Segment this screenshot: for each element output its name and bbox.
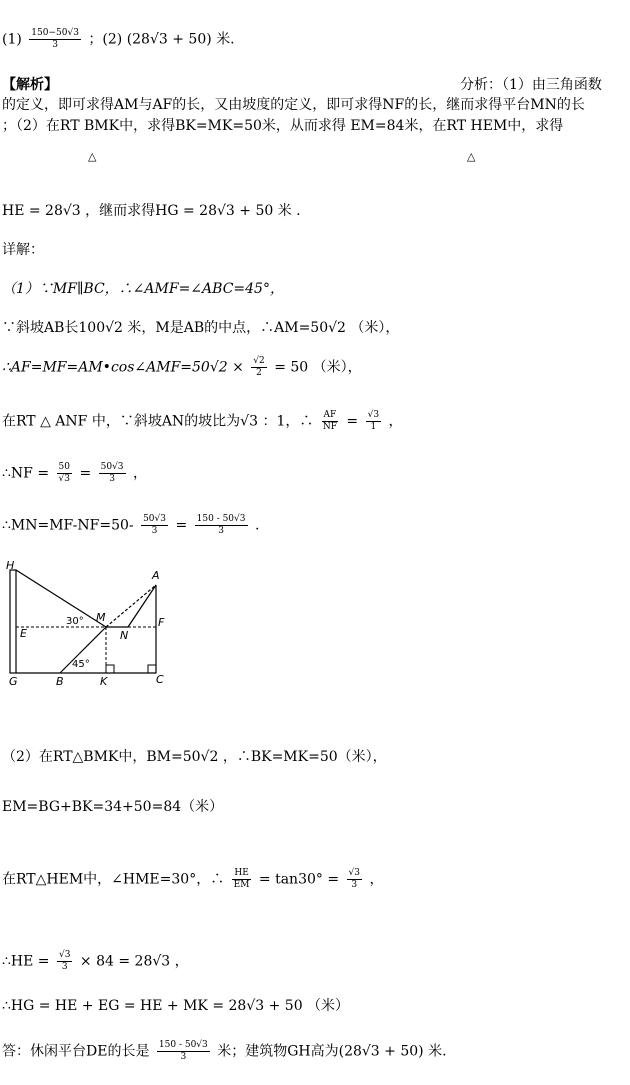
analysis-line-3: ；（2）在RT BMK中，求得BK=MK=50米，从而求得 EM=84米，在RT HEM中，求得 [2, 118, 564, 134]
detail-step-6: ∴MN=MF-NF=50- $\frac{50√3}{3}$ = $\frac{150 - 50√3}{3}$ . [2, 514, 260, 536]
final-answer: 答：休闲平台DE的长是 $\frac{150 - 50√3}{3}$ 米；建筑物GH高为(28√3 + 50) 米. [2, 1040, 447, 1062]
detail-part2-step-3: 在RT△HEM中，∠HME=30°，∴ $\frac{HE}{EM}$ = tan30° = $\frac{√3}{3}$ ， [2, 868, 384, 890]
label-c: C [156, 673, 164, 686]
answer-part1-label: (1) [2, 31, 22, 48]
detail-step-1: （1）∵MF∥BC，∴∠AMF=∠ABC=45°， [2, 281, 284, 297]
line-ma [106, 585, 156, 627]
analysis-head: 分析：（1）由三角函数 [460, 77, 602, 93]
analysis-tag: 【解析】 [2, 77, 58, 93]
detail-part2-step-4: ∴HE = $\frac{√3}{3}$ × 84 = 28√3 ， [2, 950, 189, 972]
label-angle-45: 45° [72, 659, 90, 670]
triangle-symbol-1: △ [88, 150, 97, 163]
detail-part2-step-1: （2）在RT△BMK中，BM=50√2 ，∴BK=MK=50（米）， [2, 749, 387, 765]
analysis-line-2: 的定义，即可求得AM与AF的长，又由坡度的定义，即可求得NF的长，继而求得平台MN的长 [2, 97, 585, 113]
slope-na [128, 585, 156, 627]
label-b: B [56, 675, 64, 688]
label-g: G [9, 675, 18, 688]
detail-step-4: 在RT △ ANF 中，∵斜坡AN的坡比为√3 ：1，∴ $\frac{AF}{NF}$ = $\frac{√3}{1}$ ， [2, 410, 403, 432]
detail-part2-step-5: ∴HG = HE + EG = HE + MK = 28√3 + 50 （米） [2, 998, 350, 1014]
building-gh [10, 570, 16, 673]
analysis-line-4: HE = 28√3 ，继而求得HG = 28√3 + 50 米 . [2, 203, 301, 219]
answer-separator: ；(2) [88, 31, 123, 48]
detail-step-2: ∵斜坡AB长100√2 米，M是AB的中点，∴AM=50√2 （米）， [2, 320, 400, 336]
answer-unit: 米. [216, 31, 235, 48]
detail-step-3: ∴AF=MF=AM•cos∠AMF=50√2 × $\frac{√2}{2}$ = 50 （米）， [2, 356, 362, 378]
label-k: K [100, 675, 108, 688]
label-f: F [158, 616, 165, 629]
line-hm [16, 570, 106, 627]
detail-part2-step-2: EM=BG+BK=34+50=84（米） [2, 799, 224, 815]
right-angle-k [106, 665, 114, 673]
geometry-figure [0, 555, 180, 690]
label-a: A [152, 569, 160, 582]
detail-label: 详解： [2, 242, 44, 258]
answer-part1-fraction: $\frac{150-50√3}{3}$ [31, 28, 79, 50]
triangle-symbol-2: △ [467, 150, 476, 163]
detail-step-5: ∴NF = $\frac{50}{√3}$ = $\frac{50√3}{3}$ ， [2, 462, 147, 484]
answer-part2: (28√3 + 50) [126, 31, 212, 48]
label-angle-30: 30° [66, 616, 84, 627]
label-h: H [6, 559, 15, 572]
answer-line [2, 28, 235, 51]
label-n: N [120, 629, 129, 642]
label-m: M [96, 611, 106, 624]
label-e: E [20, 627, 27, 640]
right-angle-c [148, 665, 156, 673]
